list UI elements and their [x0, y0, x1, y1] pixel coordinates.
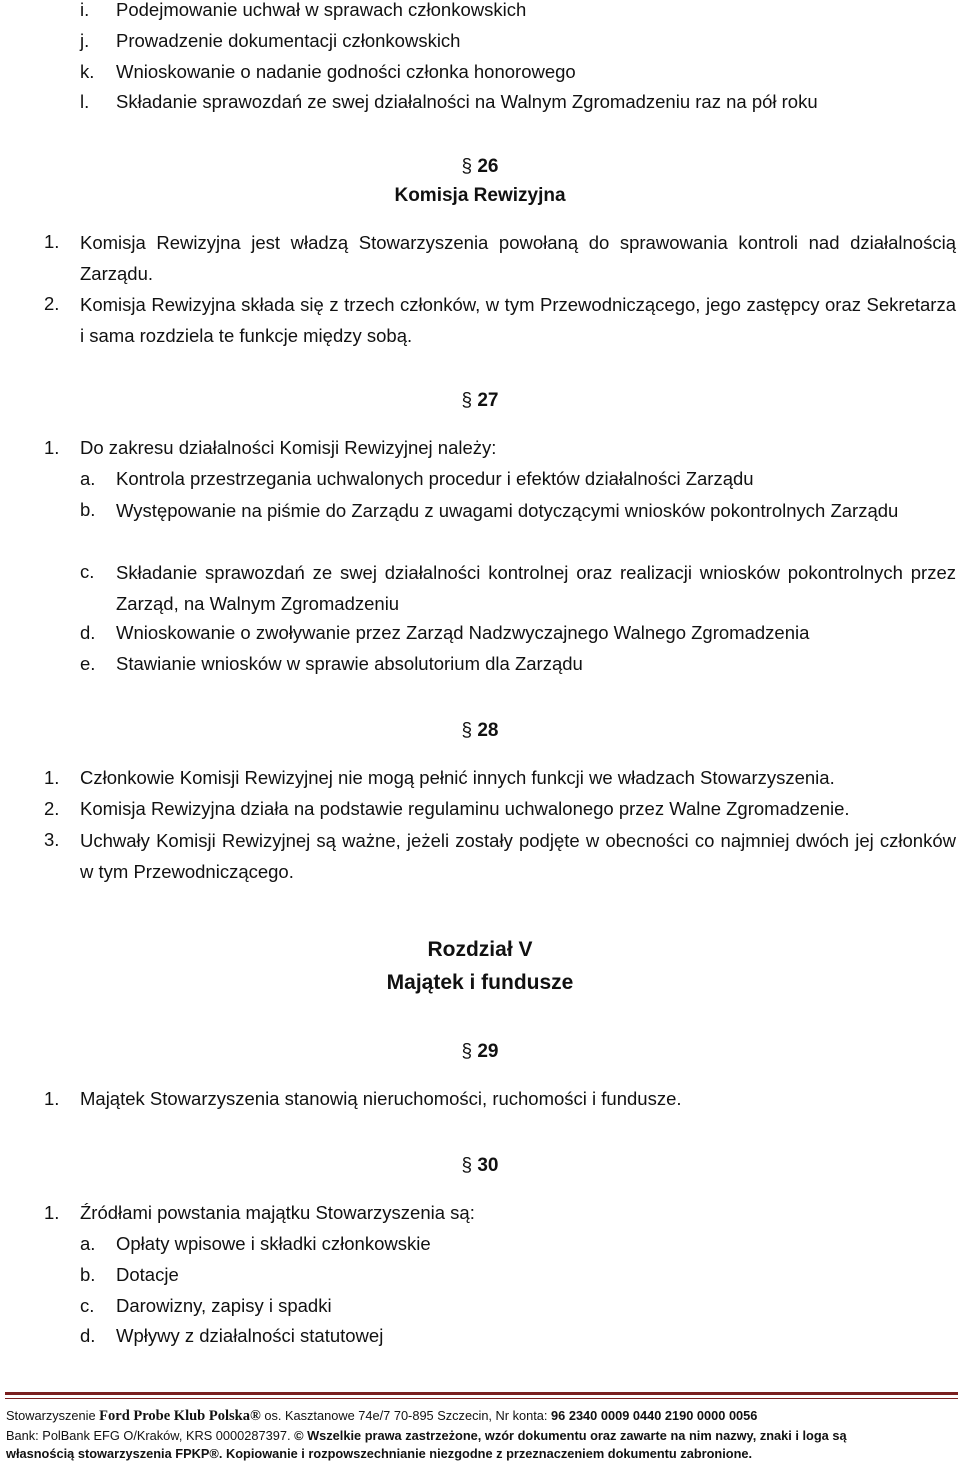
list-label: e.	[80, 653, 96, 674]
list-label: 1.	[44, 437, 60, 458]
section-symbol: §	[461, 156, 473, 177]
list-text: Podejmowanie uchwał w sprawach członkowskich	[116, 0, 527, 20]
paragraph: Występowanie na piśmie do Zarządu z uwagami dotyczącymi wniosków pokontrolnych Zarządu	[116, 500, 899, 521]
list-label: 1.	[44, 231, 60, 252]
section-number: 26	[477, 156, 499, 177]
section-symbol: §	[461, 390, 473, 411]
list-label: c.	[80, 1295, 95, 1316]
section-number: 28	[477, 720, 499, 741]
chapter-number: Rozdział V	[427, 938, 533, 961]
list-text: Członkowie Komisji Rewizyjnej nie mogą pełnić innych funkcji we władzach Stowarzyszenia.	[80, 767, 835, 788]
list-label: 3.	[44, 829, 60, 850]
footer-line-2	[6, 1427, 847, 1445]
footer-org-label: Stowarzyszenie	[6, 1408, 100, 1423]
footer-line-1	[6, 1407, 757, 1425]
section-number: 27	[477, 390, 499, 411]
list-text: Źródłami powstania majątku Stowarzyszenia są:	[80, 1202, 475, 1223]
list-label: 2.	[44, 293, 60, 314]
list-text: Do zakresu działalności Komisji Rewizyjnej należy:	[80, 437, 497, 458]
list-label: i.	[80, 0, 90, 20]
list-text: Opłaty wpisowe i składki członkowskie	[116, 1233, 431, 1254]
list-label: 1.	[44, 767, 60, 788]
list-text: Dotacje	[116, 1264, 179, 1285]
footer-brand: Ford Probe Klub Polska®	[99, 1408, 261, 1424]
paragraph: Uchwały Komisji Rewizyjnej są ważne, jeżeli zostały podjęte w obecności co najmniej dwóch jej członków w tym Przewodniczącego.	[80, 830, 956, 882]
section-symbol: §	[461, 1041, 473, 1062]
list-label: k.	[80, 61, 95, 82]
list-text: Komisja Rewizyjna działa na podstawie regulaminu uchwalonego przez Walne Zgromadzenie.	[80, 798, 850, 819]
section-symbol: §	[461, 720, 473, 741]
section-heading	[0, 1155, 960, 1177]
list-label: c.	[80, 561, 95, 582]
list-text: Darowizny, zapisy i spadki	[116, 1295, 332, 1316]
paragraph: Komisja Rewizyjna składa się z trzech członków, w tym Przewodniczącego, jego zastępcy oraz Sekretarza i sama rozdziela te funkcje między sobą.	[80, 294, 956, 346]
footer-divider	[5, 1392, 958, 1395]
list-label: b.	[80, 499, 96, 520]
footer-line-3	[6, 1445, 752, 1463]
list-label: 2.	[44, 798, 60, 819]
chapter-title: Majątek i fundusze	[386, 971, 574, 994]
list-text: Majątek Stowarzyszenia stanowią nieruchomości, ruchomości i fundusze.	[80, 1088, 682, 1109]
paragraph: Komisja Rewizyjna jest władzą Stowarzyszenia powołaną do sprawowania kontroli nad działalnością Zarządu.	[80, 232, 956, 284]
footer-divider-thin	[5, 1398, 958, 1399]
list-text: Składanie sprawozdań ze swej działalności na Walnym Zgromadzeniu raz na pół roku	[116, 91, 818, 112]
list-text: Prowadzenie dokumentacji członkowskich	[116, 30, 461, 51]
list-text: Stawianie wniosków w sprawie absolutorium dla Zarządu	[116, 653, 583, 674]
footer-account-number: 96 2340 0009 0440 2190 0000 0056	[551, 1408, 758, 1423]
list-label: 1.	[44, 1088, 60, 1109]
section-heading	[0, 156, 960, 178]
list-label: a.	[80, 468, 96, 489]
section-heading	[0, 1041, 960, 1063]
list-label: l.	[80, 91, 90, 112]
list-text: Wnioskowanie o nadanie godności członka honorowego	[116, 61, 576, 82]
footer-ownership: własnością stowarzyszenia FPKP®. Kopiowanie i rozpowszechnianie niezgodne z przeznaczeniem dokumentu zabronione.	[6, 1446, 753, 1461]
list-text: Wnioskowanie o zwoływanie przez Zarząd Nadzwyczajnego Walnego Zgromadzenia	[116, 622, 810, 643]
section-heading	[0, 720, 960, 742]
section-heading	[0, 390, 960, 412]
section-number: 30	[477, 1155, 499, 1176]
footer-bank: Bank: PolBank EFG O/Kraków, KRS 0000287397.	[6, 1428, 295, 1443]
list-text: Kontrola przestrzegania uchwalonych procedur i efektów działalności Zarządu	[116, 468, 754, 489]
section-symbol: §	[461, 1155, 473, 1176]
section-title: Komisja Rewizyjna	[394, 185, 566, 206]
list-label: d.	[80, 1325, 96, 1346]
footer-copyright: © Wszelkie prawa zastrzeżone, wzór dokumentu oraz zawarte na nim nazwy, znaki i loga są	[294, 1428, 847, 1443]
list-label: b.	[80, 1264, 96, 1285]
list-label: j.	[80, 30, 90, 51]
paragraph: Składanie sprawozdań ze swej działalności kontrolnej oraz realizacji wniosków pokontrolnych przez Zarząd, na Walnym Zgromadzeniu	[116, 562, 956, 614]
list-label: d.	[80, 622, 96, 643]
footer-address: os. Kasztanowe 74e/7 70-895 Szczecin, Nr konta:	[260, 1408, 552, 1423]
list-label: a.	[80, 1233, 96, 1254]
section-number: 29	[477, 1041, 499, 1062]
list-text: Wpływy z działalności statutowej	[116, 1325, 384, 1346]
list-label: 1.	[44, 1202, 60, 1223]
